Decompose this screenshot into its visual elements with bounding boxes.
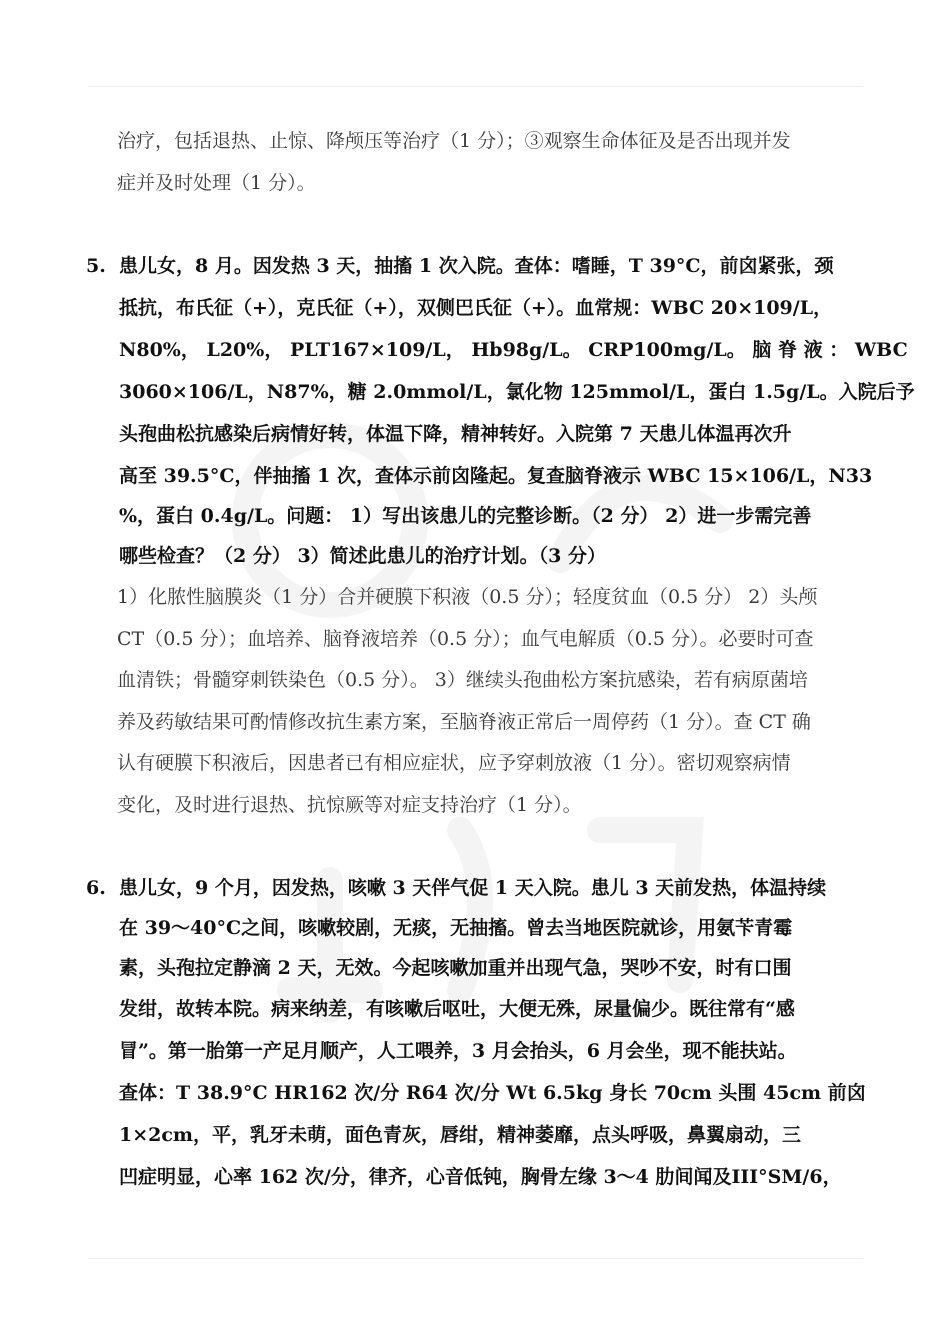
continuation-line-2: 症并及时处理（1 分）。: [117, 172, 316, 194]
q5-answer-line: 养及药敏结果可酌情修改抗生素方案，至脑脊液正常后一周停药（1 分）。查 CT 确: [117, 711, 811, 733]
q5-text-line: 哪些检查？（2 分） 3）简述此患儿的治疗计划。（3 分）: [119, 545, 607, 567]
q5-text-line: %，蛋白 0.4g/L。问题： 1）写出该患儿的完整诊断。（2 分） 2）进一步需完善: [119, 505, 812, 527]
q5-text-line: N80%， L20%， PLT167×109/L， Hb98g/L。 CRP100mg/L。 脑 脊 液 ： WBC: [119, 339, 908, 361]
q5-answer-line: 1）化脓性脑膜炎（1 分）合并硬膜下积液（0.5 分）；轻度贫血（0.5 分） 2）头颅: [117, 586, 818, 608]
q5-text-line: 高至 39.5°C，伴抽搐 1 次，查体示前囟隆起。复查脑脊液示 WBC 15×106/L，N33: [119, 465, 873, 487]
q6-text-line: 素，头孢拉定静滴 2 天，无效。今起咳嗽加重并出现气急，哭吵不安，时有口围: [119, 957, 792, 979]
q5-text-line: 患儿女，8 月。因发热 3 天，抽搐 1 次入院。查体：嗜睡，T 39°C，前囟紧张，颈: [119, 255, 834, 277]
q6-text-line: 在 39～40°C之间，咳嗽较剧，无痰，无抽搐。曾去当地医院就诊，用氨苄青霉: [119, 917, 793, 939]
question-5-number: 5.: [86, 255, 106, 277]
bottom-divider: [88, 1258, 863, 1259]
q6-text-line: 患儿女，9 个月，因发热，咳嗽 3 天伴气促 1 天入院。患儿 3 天前发热，体温持续: [119, 877, 827, 899]
q5-text-line: 抵抗，布氏征（+），克氏征（+），双侧巴氏征（+）。血常规：WBC 20×109/L，: [119, 297, 833, 319]
continuation-line-1: 治疗，包括退热、止惊、降颅压等治疗（1 分）；③观察生命体征及是否出现并发: [117, 130, 791, 152]
top-divider: [88, 86, 863, 87]
q5-answer-line: CT（0.5 分）；血培养、脑脊液培养（0.5 分）；血气电解质（0.5 分）。必要时可查: [117, 628, 814, 650]
q6-text-line: 凹症明显，心率 162 次/分，律齐，心音低钝，胸骨左缘 3～4 肋间闻及III°SM/6，: [119, 1166, 842, 1188]
q5-answer-line: 认有硬膜下积液后，因患者已有相应症状，应予穿刺放液（1 分）。密切观察病情: [117, 752, 791, 774]
q5-text-line: 3060×106/L，N87%，糖 2.0mmol/L，氯化物 125mmol/L，蛋白 1.5g/L。入院后予: [119, 381, 915, 403]
q5-text-line: 头孢曲松抗感染后病情好转，体温下降，精神转好。入院第 7 天患儿体温再次升: [119, 423, 792, 445]
q6-text-line: 查体：T 38.9°C HR162 次/分 R64 次/分 Wt 6.5kg 身长 70cm 头围 45cm 前囟: [119, 1082, 866, 1104]
q6-text-line: 冒”。第一胎第一产足月顺产，人工喂养，3 月会抬头，6 月会坐，现不能扶站。: [119, 1040, 797, 1062]
q6-text-line: 发绀，故转本院。病来纳差，有咳嗽后呕吐，大便无殊，尿量偏少。既往常有“感: [119, 998, 795, 1020]
q6-text-line: 1×2cm，平，乳牙未萌，面色青灰，唇绀，精神萎靡，点头呼吸，鼻翼扇动，三: [119, 1124, 802, 1146]
q5-answer-line: 变化，及时进行退热、抗惊厥等对症支持治疗（1 分）。: [117, 794, 582, 816]
question-6-number: 6.: [86, 877, 106, 899]
q5-answer-line: 血清铁；骨髓穿刺铁染色（0.5 分）。 3）继续头孢曲松方案抗感染，若有病原菌培: [117, 669, 808, 691]
